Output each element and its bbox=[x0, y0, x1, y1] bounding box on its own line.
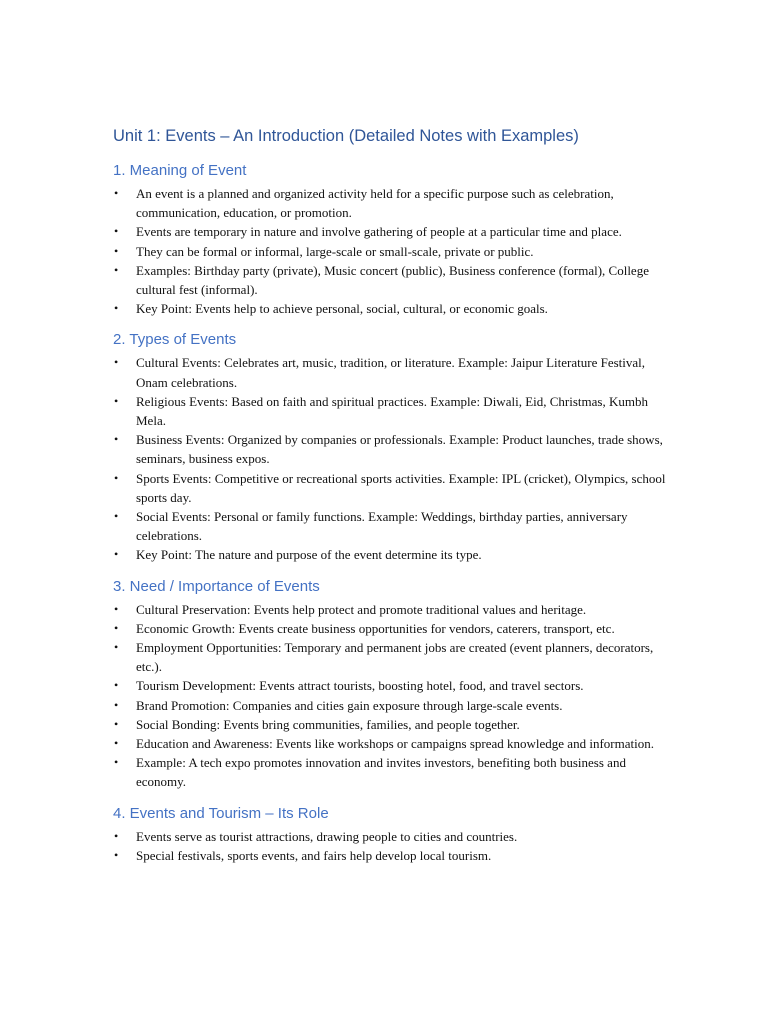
bullet-icon: • bbox=[114, 470, 119, 485]
list-item-text: An event is a planned and organized activity held for a specific purpose such as celebration, communication, education, or promotion. bbox=[136, 186, 614, 221]
bullet-icon: • bbox=[114, 186, 119, 200]
list-item bbox=[113, 676, 668, 695]
list-item-text: Social Events: Personal or family functions. Example: Weddings, birthday parties, anniversary celebrations. bbox=[136, 509, 628, 544]
list-item-text: Business Events: Organized by companies or professionals. Example: Product launches, trade shows, seminars, business expos. bbox=[136, 432, 663, 467]
bullet-icon: • bbox=[114, 224, 119, 239]
list-item-text: They can be formal or informal, large-scale or small-scale, private or public. bbox=[136, 243, 534, 259]
list-item bbox=[113, 638, 668, 676]
list-item bbox=[113, 715, 668, 734]
bullet-icon: • bbox=[114, 262, 119, 277]
list-item-text: Economic Growth: Events create business opportunities for vendors, caterers, transport, etc. bbox=[136, 620, 615, 636]
bullet-icon: • bbox=[114, 828, 119, 843]
section-heading: 1. Meaning of Event bbox=[113, 162, 247, 179]
list-item bbox=[113, 184, 668, 222]
bullet-icon: • bbox=[114, 432, 119, 447]
list-item-text: Sports Events: Competitive or recreational sports activities. Example: IPL (cricket), Olympics, school sports day. bbox=[136, 470, 666, 505]
list-item bbox=[113, 600, 668, 619]
list-item bbox=[113, 392, 668, 430]
list-item-text: Social Bonding: Events bring communities, families, and people together. bbox=[136, 716, 520, 732]
list-item-text: Brand Promotion: Companies and cities gain exposure through large-scale events. bbox=[136, 697, 563, 713]
list-item bbox=[113, 545, 668, 564]
bullet-icon: • bbox=[114, 755, 119, 770]
list-item bbox=[113, 753, 668, 791]
list-item-text: Key Point: The nature and purpose of the event determine its type. bbox=[136, 547, 482, 563]
list-item-text: Cultural Preservation: Events help protect and promote traditional values and heritage. bbox=[136, 601, 587, 617]
list-item-text: Example: A tech expo promotes innovation and invites investors, benefiting both business and economy. bbox=[136, 755, 626, 790]
list-item bbox=[113, 242, 668, 261]
bullet-icon: • bbox=[114, 509, 119, 524]
list-item bbox=[113, 469, 668, 507]
bullet-icon: • bbox=[114, 678, 119, 693]
section-events-and-tourism bbox=[113, 804, 668, 865]
bullet-icon: • bbox=[114, 547, 119, 562]
section-types-of-events bbox=[113, 330, 668, 564]
bullet-icon: • bbox=[114, 393, 119, 408]
section-heading: 2. Types of Events bbox=[113, 331, 237, 349]
list-item bbox=[113, 619, 668, 638]
list-item-text: Events are temporary in nature and involve gathering of people at a particular time and place. bbox=[136, 224, 622, 240]
bullet-icon: • bbox=[114, 847, 119, 862]
section-meaning-of-event bbox=[113, 161, 668, 318]
list-item bbox=[113, 353, 668, 391]
list-item bbox=[113, 696, 668, 715]
bullet-icon: • bbox=[114, 355, 119, 370]
list-item bbox=[113, 299, 668, 318]
list-item-text: Education and Awareness: Events like workshops or campaigns spread knowledge and information. bbox=[136, 736, 654, 752]
bullet-icon: • bbox=[114, 243, 119, 258]
bullet-icon: • bbox=[114, 640, 119, 655]
bullet-list bbox=[113, 184, 668, 318]
list-item bbox=[113, 261, 668, 299]
list-item bbox=[113, 222, 668, 241]
bullet-list bbox=[113, 600, 668, 792]
bullet-icon: • bbox=[114, 601, 119, 616]
list-item bbox=[113, 507, 668, 545]
list-item-text: Events serve as tourist attractions, drawing people to cities and countries. bbox=[136, 828, 518, 844]
list-item-text: Tourism Development: Events attract tourists, boosting hotel, food, and travel sectors. bbox=[136, 678, 584, 694]
list-item bbox=[113, 734, 668, 753]
list-item bbox=[113, 430, 668, 468]
bullet-list bbox=[113, 353, 668, 564]
list-item-text: Examples: Birthday party (private), Music concert (public), Business conference (formal), College cultural fest (informal). bbox=[136, 262, 649, 298]
section-need-importance bbox=[113, 577, 668, 792]
bullet-icon: • bbox=[114, 620, 119, 635]
list-item-text: Religious Events: Based on faith and spiritual practices. Example: Diwali, Eid, Christmas, Kumbh Mela. bbox=[136, 393, 648, 429]
bullet-icon: • bbox=[114, 697, 119, 712]
list-item-text: Key Point: Events help to achieve personal, social, cultural, or economic goals. bbox=[136, 301, 548, 317]
list-item bbox=[113, 827, 668, 846]
document-title: Unit 1: Events – An Introduction (Detailed Notes with Examples) bbox=[113, 127, 579, 145]
section-heading: 3. Need / Importance of Events bbox=[113, 577, 320, 595]
section-heading: 4. Events and Tourism – Its Role bbox=[113, 804, 329, 822]
list-item-text: Employment Opportunities: Temporary and permanent jobs are created (event planners, decorators, etc.). bbox=[136, 640, 654, 675]
bullet-list bbox=[113, 827, 668, 865]
list-item-text: Cultural Events: Celebrates art, music, tradition, or literature. Example: Jaipur Literature Festival, Onam celebrations. bbox=[136, 355, 646, 390]
bullet-icon: • bbox=[114, 301, 119, 316]
list-item bbox=[113, 846, 668, 865]
bullet-icon: • bbox=[114, 736, 119, 751]
bullet-icon: • bbox=[114, 716, 119, 731]
list-item-text: Special festivals, sports events, and fairs help develop local tourism. bbox=[136, 847, 492, 863]
